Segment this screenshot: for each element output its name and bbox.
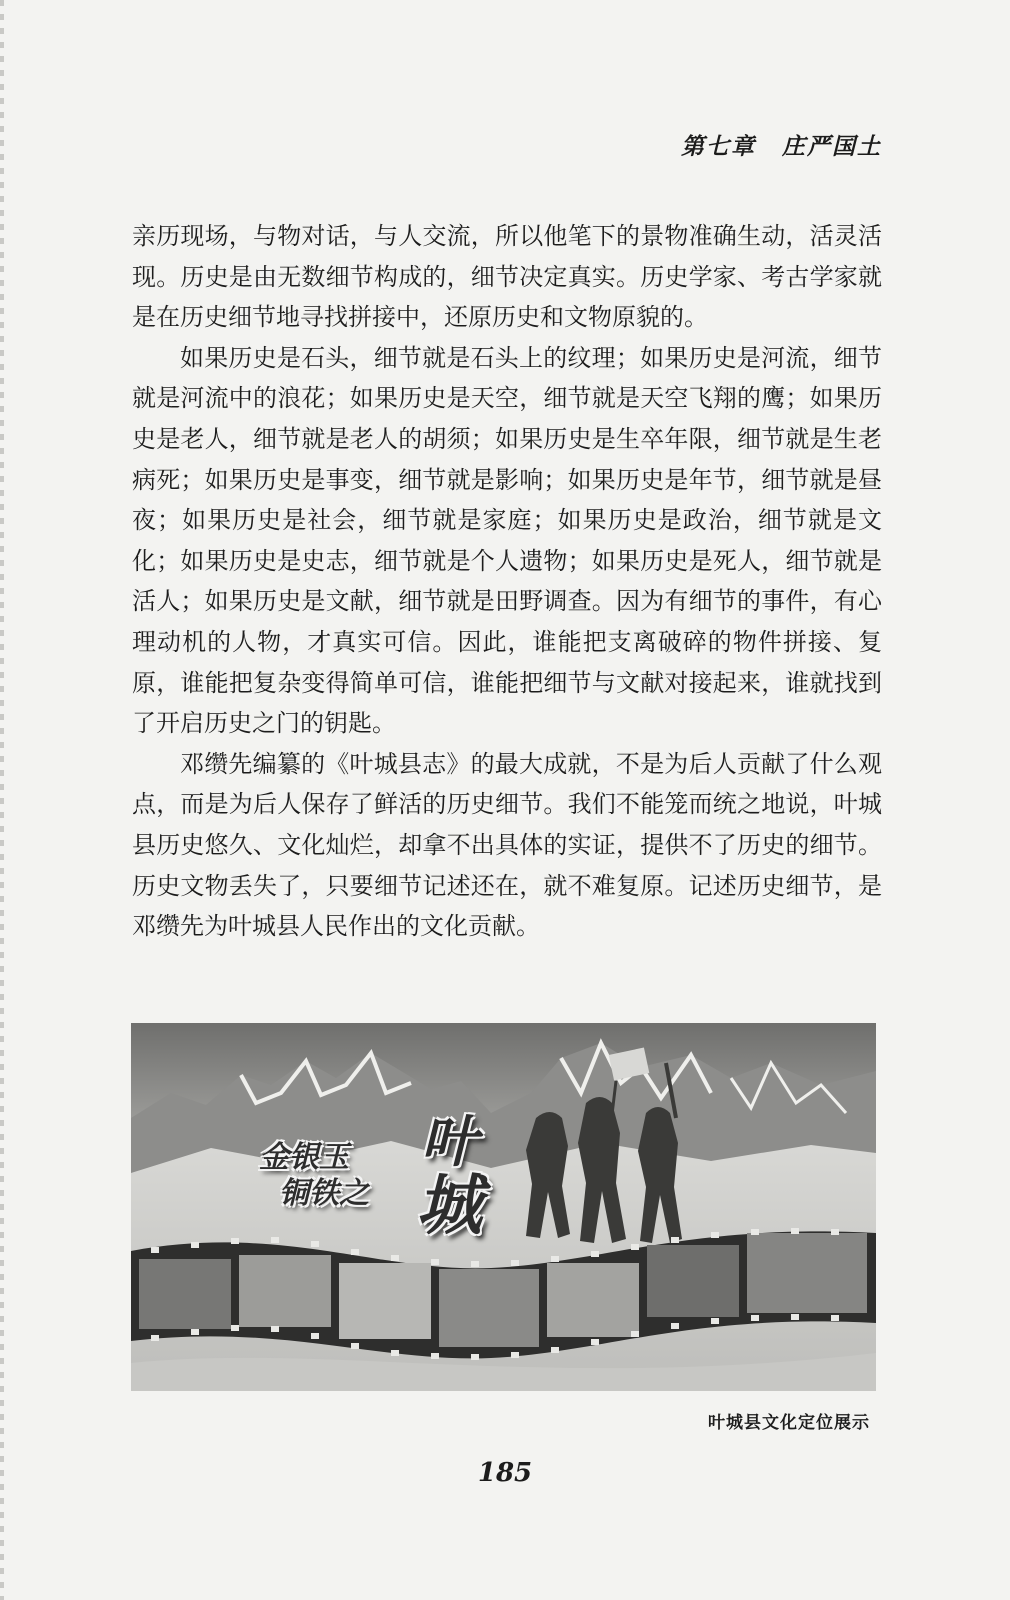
banner-slogan-line1: 金银玉 (259, 1140, 349, 1175)
banner-title-ye: 叶 (421, 1110, 477, 1175)
banner-slogan (259, 1140, 369, 1211)
body-text (132, 216, 882, 947)
page-number: 185 (477, 1458, 533, 1488)
chapter-number: 第七章 (681, 133, 756, 160)
page-edge (0, 0, 4, 1600)
running-head (681, 128, 882, 161)
paragraph-3: 邓缵先编纂的《叶城县志》的最大成就，不是为后人贡献了什么观点，而是为后人保存了鲜活的历史细节。我们不能笼而统之地说，叶城县历史悠久、文化灿烂，却拿不出具体的实证，提供不了历史的细节。历史文物丢失了，只要细节记述还在，就不难复原。记述历史细节，是邓缵先为叶城县人民作出的文化贡献。 (132, 749, 882, 941)
figure-caption: 叶城县文化定位展示 (708, 1413, 870, 1433)
paragraph-1: 亲历现场，与物对话，与人交流，所以他笔下的景物准确生动，活灵活现。历史是由无数细节构成的，细节决定真实。历史学家、考古学家就是在历史细节地寻找拼接中，还原历史和文物原貌的。 (132, 222, 882, 332)
figure-yecheng-banner (131, 1023, 876, 1391)
chapter-title: 庄严国土 (782, 133, 882, 160)
paragraph-2: 如果历史是石头，细节就是石头上的纹理；如果历史是河流，细节就是河流中的浪花；如果历史是天空，细节就是天空飞翔的鹰；如果历史是老人，细节就是老人的胡须；如果历史是生卒年限，细节就是生老病死；如果历史是事变，细节就是影响；如果历史是年节，细节就是昼夜；如果历史是社会，细节就是家庭；如果历史是政治，细节就是文化；如果历史是史志，细节就是个人遗物；如果历史是死人，细节就是活人；如果历史是文献，细节就是田野调查。因为有细节的事件，有心理动机的人物，才真实可信。因此，谁能把支离破碎的物件拼接、复原，谁能把复杂变得简单可信，谁能把细节与文献对接起来，谁就找到了开启历史之门的钥匙。 (132, 343, 882, 738)
banner-image (131, 1023, 876, 1391)
banner-title-cheng: 城 (416, 1167, 482, 1244)
banner-slogan-line2: 铜铁之 (279, 1176, 369, 1211)
